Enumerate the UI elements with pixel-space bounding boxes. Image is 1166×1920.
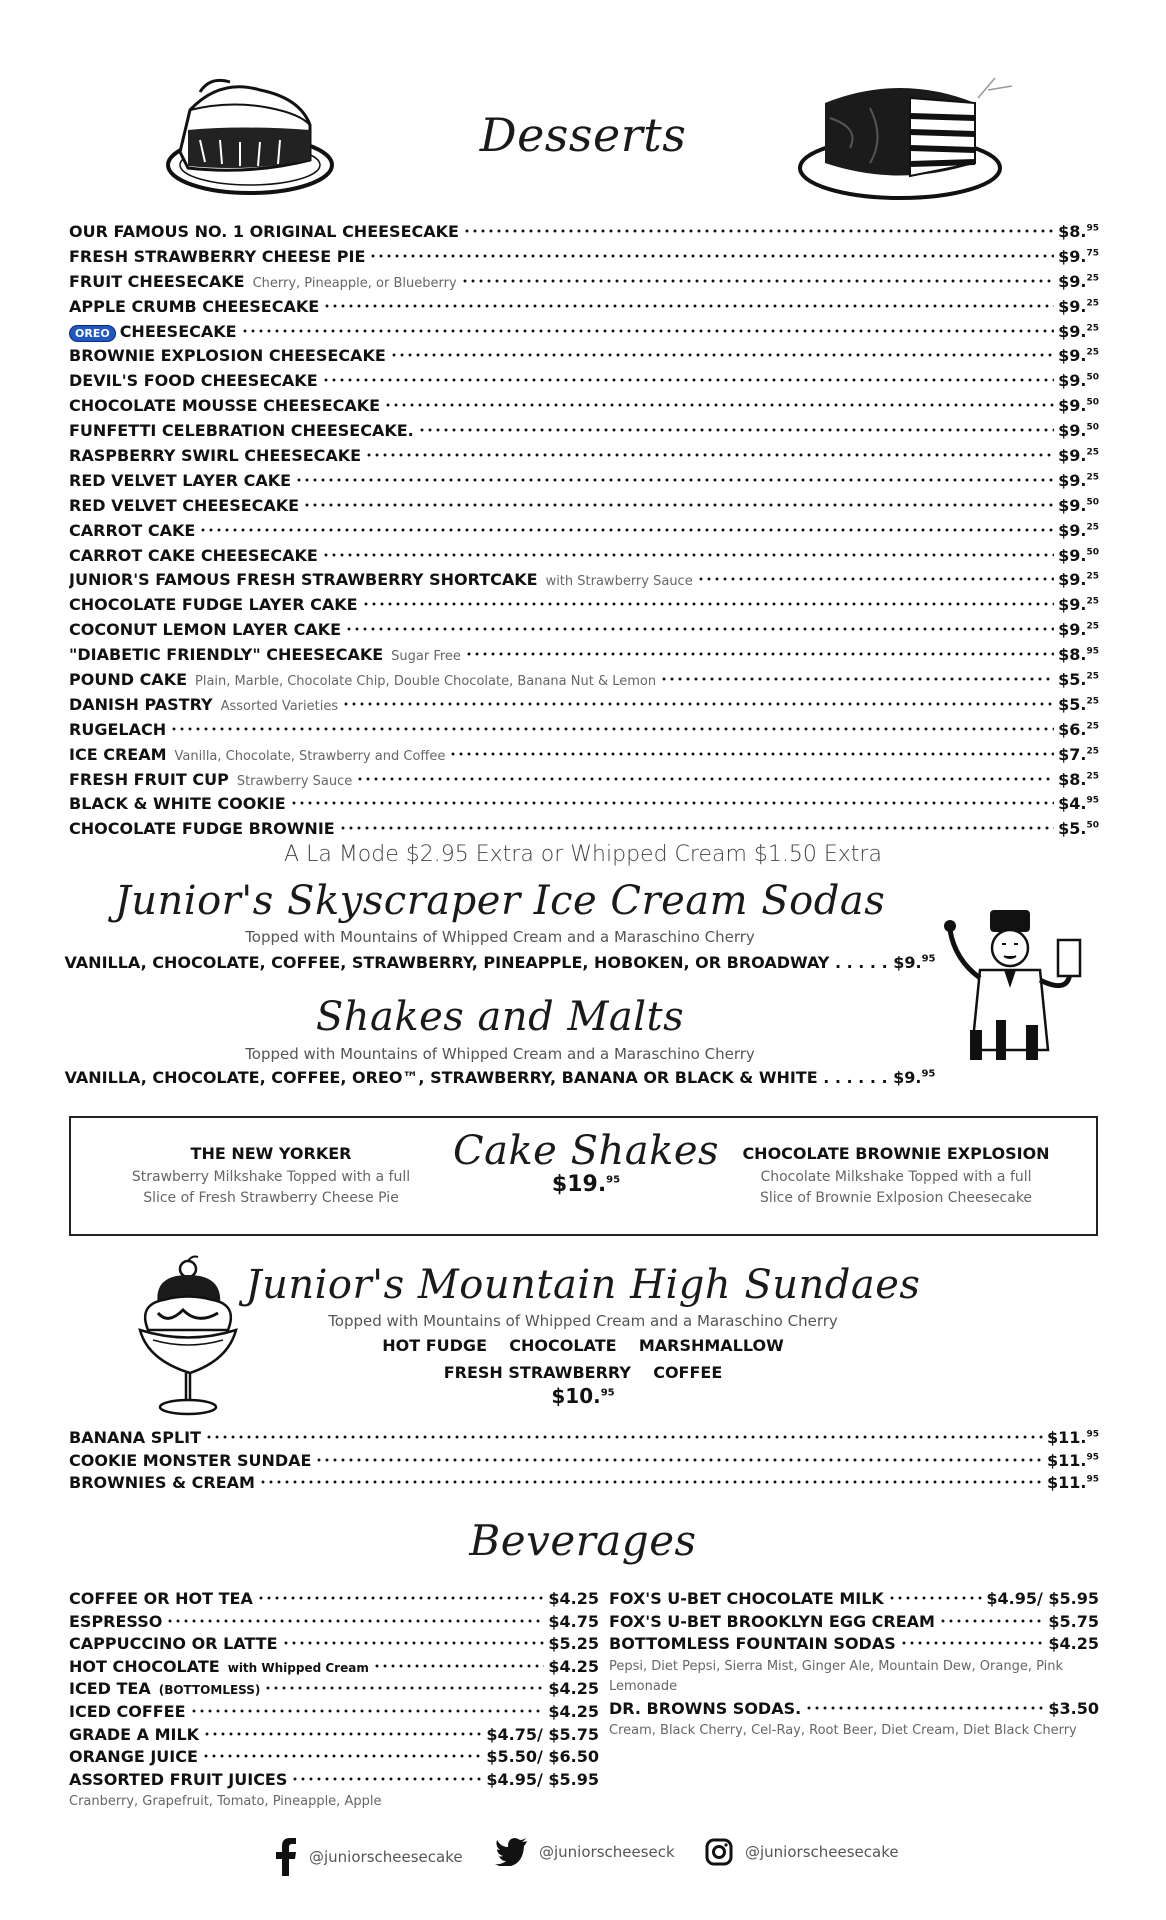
price-dollars: $4.25: [548, 1679, 599, 1699]
desserts-title: Desserts: [479, 108, 687, 162]
item-price: [1048, 1634, 1099, 1653]
dessert-row: [69, 595, 1099, 620]
item-description: with Strawberry Sauce: [545, 574, 693, 590]
beverage-row: [69, 1679, 599, 1702]
item-price: [1058, 346, 1099, 365]
dot-leader: [345, 626, 1054, 632]
price-dollars: $8.: [1058, 769, 1087, 789]
dot-leader: [365, 452, 1054, 458]
price-dollars: $5.50/ $6.50: [486, 1747, 599, 1767]
price-cents: 25: [1086, 671, 1099, 682]
dot-leader: [322, 377, 1055, 383]
price-cents: 50: [1086, 373, 1099, 384]
price-cents: 95: [1086, 1452, 1099, 1463]
desserts-list: [69, 222, 1099, 844]
item-name: POUND CAKE: [69, 670, 188, 690]
dot-leader: [449, 751, 1054, 757]
item-name: BROWNIES & CREAM: [69, 1473, 255, 1492]
alamode-note: A La Mode $2.95 Extra or Whipped Cream $1.50 Extra: [284, 842, 882, 867]
dot-leader: [461, 278, 1054, 284]
item-name: FUNFETTI CELEBRATION CHEESECAKE.: [69, 421, 414, 441]
item-name: BOTTOMLESS FOUNTAIN SODAS: [609, 1634, 896, 1654]
item-name: CHOCOLATE FUDGE LAYER CAKE: [69, 595, 358, 615]
dessert-row: [69, 471, 1099, 496]
price-cents: 25: [1086, 447, 1099, 458]
item-name: ESPRESSO: [69, 1611, 163, 1631]
item-name: CARROT CAKE: [69, 520, 196, 540]
instagram-link[interactable]: [705, 1838, 899, 1866]
dot-leader: [390, 352, 1054, 358]
beverage-row: [609, 1589, 1099, 1612]
shakes-title: Shakes and Malts: [315, 994, 685, 1040]
item-name: BLACK & WHITE COOKIE: [69, 794, 286, 814]
item-price: [1058, 546, 1099, 565]
dot-leader: [203, 1731, 482, 1737]
sundaes-price: $10.: [551, 1384, 601, 1408]
item-price: [486, 1747, 599, 1766]
item-price: [1058, 222, 1099, 241]
item-name: RASPBERRY SWIRL CHEESECAKE: [69, 446, 362, 466]
dessert-row: [69, 396, 1099, 421]
beverage-row: [69, 1702, 599, 1725]
price-dollars: $8.: [1058, 222, 1087, 241]
sodas-flavors-line: [0, 953, 1000, 972]
price-cents: 50: [1086, 397, 1099, 408]
sodas-flavors: VANILLA, CHOCOLATE, COFFEE, STRAWBERRY, PINEAPPLE, HOBOKEN, OR BROADWAY: [64, 953, 830, 972]
price-dollars: $8.: [1058, 645, 1087, 665]
item-price: [486, 1725, 599, 1744]
cake-shake-right-name: CHOCOLATE BROWNIE EXPLOSION: [742, 1144, 1050, 1163]
item-price: [1058, 695, 1099, 714]
price-cents: 25: [1086, 273, 1099, 284]
item-name: CAPPUCCINO OR LATTE: [69, 1634, 278, 1654]
item-name: APPLE CRUMB CHEESECAKE: [69, 296, 320, 316]
item-description: (BOTTOMLESS): [158, 1683, 261, 1698]
price-dollars: $9.: [1058, 595, 1087, 615]
item-name: FRESH STRAWBERRY CHEESE PIE: [69, 246, 366, 266]
item-price: [548, 1702, 599, 1721]
price-dollars: $4.25: [1048, 1634, 1099, 1654]
dot-leader: [166, 1618, 544, 1624]
price-dollars: $9.: [1058, 421, 1087, 441]
sundaes-cents: 95: [600, 1387, 615, 1399]
dessert-row: [69, 222, 1099, 247]
beverage-row: [69, 1634, 599, 1657]
instagram-handle: @juniorscheesecake: [745, 1843, 899, 1861]
beverage-row: [69, 1770, 599, 1793]
dot-leader: [888, 1595, 983, 1601]
instagram-icon: [705, 1838, 733, 1866]
cake-shake-brownie-explosion: [736, 1144, 1056, 1209]
item-name: RED VELVET LAYER CAKE: [69, 470, 292, 490]
dessert-row: [69, 794, 1099, 819]
price-dollars: $9.: [1058, 545, 1087, 565]
price-dollars: $5.: [1058, 670, 1087, 690]
item-price: [1058, 322, 1099, 341]
item-price: [1058, 819, 1099, 838]
beverage-row: [69, 1747, 599, 1770]
price-dollars: $9.: [1058, 396, 1087, 416]
dot-leader: [170, 726, 1054, 732]
dessert-row: [69, 322, 1099, 347]
item-price: [548, 1657, 599, 1676]
facebook-link[interactable]: [275, 1838, 463, 1876]
item-description: Strawberry Sauce: [236, 773, 353, 789]
dot-leader: [697, 576, 1054, 582]
item-price: [1048, 1699, 1099, 1718]
twitter-icon: [495, 1838, 527, 1866]
sundae-row: [69, 1428, 1099, 1451]
price-dollars: $4.75: [548, 1611, 599, 1631]
twitter-handle: @juniorscheeseck: [539, 1843, 675, 1861]
price-dollars: $4.75/ $5.75: [486, 1724, 599, 1744]
price-cents: 50: [1086, 497, 1099, 508]
dessert-row: [69, 819, 1099, 844]
dessert-row: [69, 521, 1099, 546]
dot-leader: [660, 676, 1054, 682]
dessert-row: [69, 770, 1099, 795]
item-name: JUNIOR'S FAMOUS FRESH STRAWBERRY SHORTCAKE: [69, 570, 538, 590]
cake-shake-left-desc: Strawberry Milkshake Topped with a full Slice of Fresh Strawberry Cheese Pie: [131, 1169, 411, 1206]
dot-leader: [369, 253, 1054, 259]
price-cents: 25: [1086, 621, 1099, 632]
price-cents: 25: [1086, 721, 1099, 732]
shakes-subtitle: Topped with Mountains of Whipped Cream and a Maraschino Cherry: [245, 1045, 755, 1063]
price-dollars: $9.: [1058, 620, 1087, 640]
shakes-flavors: VANILLA, CHOCOLATE, COFFEE, OREO™, STRAWBERRY, BANANA OR BLACK & WHITE: [64, 1068, 818, 1087]
item-name: DEVIL'S FOOD CHEESECAKE: [69, 371, 318, 391]
dot-leader: [322, 552, 1054, 558]
dessert-row: [69, 272, 1099, 297]
item-price: [1058, 371, 1099, 390]
dot-leader: [418, 427, 1054, 433]
price-dollars: $3.50: [1048, 1698, 1099, 1718]
item-name: ORANGE JUICE: [69, 1747, 198, 1767]
dot-leader: [465, 651, 1054, 657]
price-cents: 95: [1086, 646, 1099, 657]
cake-shakes-title: Cake Shakes: [452, 1128, 720, 1174]
item-price: [1058, 645, 1099, 664]
dessert-row: [69, 371, 1099, 396]
dot-leader: [356, 776, 1054, 782]
item-price: [1058, 272, 1099, 291]
item-price: [1058, 446, 1099, 465]
cake-shakes-price-line: [451, 1172, 721, 1197]
item-description: Sugar Free: [391, 649, 461, 665]
price-dollars: $9.: [1058, 570, 1087, 590]
sundae-row: [69, 1473, 1099, 1496]
cake-shake-new-yorker: [111, 1144, 431, 1209]
oreo-logo: OREO: [69, 325, 116, 342]
dot-leader: [205, 1434, 1043, 1440]
cake-shake-right-desc: Chocolate Milkshake Topped with a full Slice of Brownie Exlposion Cheesecake: [759, 1169, 1033, 1206]
price-dollars: $5.75: [1048, 1611, 1099, 1631]
item-price: [1047, 1473, 1099, 1492]
item-price: [1058, 570, 1099, 589]
price-dollars: $11.: [1046, 1473, 1087, 1492]
price-cents: 25: [1086, 771, 1099, 782]
price-cents: 95: [1086, 796, 1099, 807]
sundae-list: [69, 1428, 1099, 1496]
item-price: [1047, 1451, 1099, 1470]
item-name: BROWNIE EXPLOSION CHEESECAKE: [69, 346, 386, 366]
dessert-row: [69, 446, 1099, 471]
price-cents: 25: [1086, 597, 1099, 608]
facebook-handle: @juniorscheesecake: [309, 1848, 463, 1866]
dessert-row: [69, 670, 1099, 695]
beverages-right-column: [609, 1589, 1099, 1743]
sundaes-flavors-line2: FRESH STRAWBERRY COFFEE: [443, 1363, 723, 1382]
dot-leader: [315, 1457, 1043, 1463]
dot-leader: [373, 1663, 545, 1669]
beverage-row: [69, 1725, 599, 1748]
dr-browns-note: Cream, Black Cherry, Cel-Ray, Root Beer, Diet Cream, Diet Black Cherry: [609, 1723, 1077, 1739]
price-dollars: $9.: [1058, 346, 1087, 366]
price-cents: 25: [1086, 746, 1099, 757]
item-name: RUGELACH: [69, 719, 167, 739]
price-cents: 95: [1086, 1474, 1099, 1485]
social-bar: [0, 1838, 1166, 1878]
dot-leader: [291, 1776, 482, 1782]
price-dollars: $4.25: [548, 1656, 599, 1676]
dot-leader: [259, 1479, 1043, 1485]
item-description: Plain, Marble, Chocolate Chip, Double Chocolate, Banana Nut & Lemon: [195, 674, 657, 690]
beverage-row: [69, 1612, 599, 1635]
price-cents: 95: [1086, 1429, 1099, 1440]
price-dollars: $4.25: [548, 1701, 599, 1721]
item-price: [1058, 794, 1099, 813]
price-dollars: $9.: [1058, 371, 1087, 391]
item-name: "DIABETIC FRIENDLY" CHEESECAKE: [69, 645, 384, 665]
beverage-row: [69, 1657, 599, 1680]
item-name: CHEESECAKE: [119, 321, 237, 341]
dot-leader: [241, 328, 1055, 334]
dessert-row: [69, 247, 1099, 272]
shakes-flavors-line: [0, 1068, 1000, 1087]
item-name: FRUIT CHEESECAKE: [69, 271, 245, 291]
price-cents: 25: [1086, 572, 1099, 583]
price-dollars: $11.: [1046, 1450, 1087, 1470]
dot-leader: [463, 228, 1054, 234]
price-cents: 25: [1086, 472, 1099, 483]
dessert-row: [69, 620, 1099, 645]
dessert-row: [69, 496, 1099, 521]
dot-leader: [190, 1708, 545, 1714]
item-price: [1058, 720, 1099, 739]
item-name: ASSORTED FRUIT JUICES: [69, 1769, 288, 1789]
price-cents: 50: [1086, 422, 1099, 433]
item-name: ICED COFFEE: [69, 1701, 186, 1721]
price-cents: 25: [1086, 323, 1099, 334]
sodas-title: Junior's Skyscraper Ice Cream Sodas: [114, 878, 886, 924]
item-price: [1058, 521, 1099, 540]
item-name: CARROT CAKE CHEESECAKE: [69, 545, 318, 565]
item-price: [548, 1634, 599, 1653]
price-dollars: $9.: [1058, 446, 1087, 466]
price-dollars: $4.: [1058, 794, 1087, 814]
item-price: [986, 1589, 1099, 1608]
dessert-row: [69, 570, 1099, 595]
cake-shakes-cents: 95: [606, 1174, 621, 1186]
price-dollars: $6.: [1058, 719, 1087, 739]
price-dollars: $9.: [1058, 495, 1087, 515]
dot-leader: [805, 1705, 1044, 1711]
sodas-dots: . . . . .: [834, 953, 894, 972]
price-dollars: $4.95/ $5.95: [986, 1589, 1099, 1608]
shakes-price: $9.: [893, 1068, 922, 1087]
sundaes-subtitle: Topped with Mountains of Whipped Cream and a Maraschino Cherry: [328, 1312, 838, 1330]
beverage-row: [609, 1634, 1099, 1657]
sodas-note: Pepsi, Diet Pepsi, Sierra Mist, Ginger Ale, Mountain Dew, Orange, Pink Lemonade: [609, 1658, 1064, 1694]
cake-shakes-price: $19.: [551, 1172, 607, 1197]
item-price: [1058, 247, 1099, 266]
price-cents: 25: [1086, 348, 1099, 359]
price-cents: 95: [1086, 223, 1099, 234]
item-name: OUR FAMOUS NO. 1 ORIGINAL CHEESECAKE: [69, 222, 459, 241]
item-price: [1058, 297, 1099, 316]
item-price: [486, 1770, 599, 1789]
price-dollars: $9.: [1058, 321, 1087, 341]
item-name: COOKIE MONSTER SUNDAE: [69, 1450, 312, 1470]
item-name: GRADE A MILK: [69, 1724, 200, 1744]
item-price: [548, 1589, 599, 1608]
item-name: FOX'S U-BET CHOCOLATE MILK: [609, 1589, 884, 1608]
item-name: CHOCOLATE FUDGE BROWNIE: [69, 819, 335, 839]
dessert-row: [69, 421, 1099, 446]
item-price: [1058, 496, 1099, 515]
dot-leader: [202, 1753, 482, 1759]
price-dollars: $9.: [1058, 246, 1087, 266]
sodas-cents: 95: [921, 953, 936, 965]
item-price: [1058, 595, 1099, 614]
price-dollars: $9.: [1058, 296, 1087, 316]
item-name: COCONUT LEMON LAYER CAKE: [69, 620, 342, 640]
dot-leader: [295, 477, 1054, 483]
item-name: BANANA SPLIT: [69, 1428, 202, 1447]
item-price: [548, 1679, 599, 1698]
dot-leader: [257, 1595, 545, 1601]
price-cents: 75: [1086, 248, 1099, 259]
twitter-link[interactable]: [495, 1838, 675, 1866]
beverages-left-column: [69, 1589, 599, 1814]
item-price: [548, 1612, 599, 1631]
dot-leader: [282, 1640, 545, 1646]
item-name: CHOCOLATE MOUSSE CHEESECAKE: [69, 396, 381, 416]
dot-leader: [362, 601, 1055, 607]
beverage-row: [609, 1612, 1099, 1635]
sundaes-title: Junior's Mountain High Sundaes: [245, 1262, 921, 1308]
item-price: [1058, 770, 1099, 789]
price-dollars: $4.25: [548, 1589, 599, 1608]
item-price: [1058, 471, 1099, 490]
item-name: HOT CHOCOLATE: [69, 1656, 220, 1676]
juices-note: Cranberry, Grapefruit, Tomato, Pineapple, Apple: [69, 1794, 382, 1810]
beverages-title: Beverages: [469, 1516, 697, 1565]
price-cents: 50: [1086, 547, 1099, 558]
beverage-row: [609, 1699, 1099, 1722]
item-description: Vanilla, Chocolate, Strawberry and Coffee: [174, 748, 446, 764]
item-price: [1058, 620, 1099, 639]
item-name: FRESH FRUIT CUP: [69, 769, 229, 789]
dessert-row: [69, 720, 1099, 745]
dot-leader: [199, 527, 1054, 533]
cake-shakes-center: [451, 1128, 721, 1197]
price-dollars: $5.: [1058, 694, 1087, 714]
item-name: FOX'S U-BET BROOKLYN EGG CREAM: [609, 1611, 935, 1631]
item-price: [1058, 421, 1099, 440]
price-dollars: $9.: [1058, 520, 1087, 540]
sundaes-price-line: [0, 1384, 1166, 1408]
price-dollars: $9.: [1058, 271, 1087, 291]
item-price: [1058, 745, 1099, 764]
item-price: [1058, 396, 1099, 415]
price-cents: 25: [1086, 696, 1099, 707]
price-dollars: $11.: [1046, 1428, 1087, 1447]
price-dollars: $7.: [1058, 744, 1087, 764]
item-name: DR. BROWNS SODAS.: [609, 1698, 802, 1718]
item-name: DANISH PASTRY: [69, 694, 213, 714]
item-name: ICE CREAM: [69, 744, 167, 764]
item-name: COFFEE OR HOT TEA: [69, 1589, 253, 1608]
beverage-row: [69, 1589, 599, 1612]
shakes-cents: 95: [921, 1068, 936, 1080]
price-cents: 25: [1086, 298, 1099, 309]
price-cents: 25: [1086, 522, 1099, 533]
sodas-subtitle: Topped with Mountains of Whipped Cream and a Maraschino Cherry: [245, 928, 755, 946]
facebook-icon: [275, 1838, 297, 1876]
item-description: Cherry, Pineapple, or Blueberry: [252, 275, 457, 291]
price-cents: 50: [1086, 821, 1099, 832]
dessert-row: [69, 695, 1099, 720]
price-dollars: $5.: [1058, 819, 1087, 839]
dot-leader: [290, 800, 1054, 806]
dessert-row: [69, 297, 1099, 322]
item-description: with Whipped Cream: [227, 1660, 369, 1675]
dessert-row: [69, 346, 1099, 371]
dot-leader: [939, 1618, 1044, 1624]
dot-leader: [264, 1685, 544, 1691]
dessert-row: [69, 645, 1099, 670]
dessert-row: [69, 745, 1099, 770]
item-name: ICED TEA: [69, 1679, 151, 1699]
sundaes-flavors-line1: HOT FUDGE CHOCOLATE MARSHMALLOW: [382, 1336, 784, 1355]
item-price: [1047, 1428, 1099, 1447]
dot-leader: [342, 701, 1054, 707]
dessert-row: [69, 546, 1099, 571]
cake-shake-left-name: THE NEW YORKER: [190, 1144, 352, 1163]
item-price: [1058, 670, 1099, 689]
dot-leader: [323, 303, 1054, 309]
dot-leader: [900, 1640, 1045, 1646]
item-description: Assorted Varieties: [220, 698, 339, 714]
dot-leader: [339, 825, 1054, 831]
price-dollars: $9.: [1058, 470, 1087, 490]
item-price: [1048, 1612, 1099, 1631]
sundae-row: [69, 1451, 1099, 1474]
sodas-price: $9.: [893, 953, 922, 972]
cake-shakes-box: [69, 1116, 1098, 1236]
shakes-dots: . . . . . .: [823, 1068, 894, 1087]
item-name: RED VELVET CHEESECAKE: [69, 495, 300, 515]
dot-leader: [303, 502, 1054, 508]
price-dollars: $4.95/ $5.95: [486, 1769, 599, 1789]
dot-leader: [384, 402, 1054, 408]
price-dollars: $5.25: [548, 1634, 599, 1654]
